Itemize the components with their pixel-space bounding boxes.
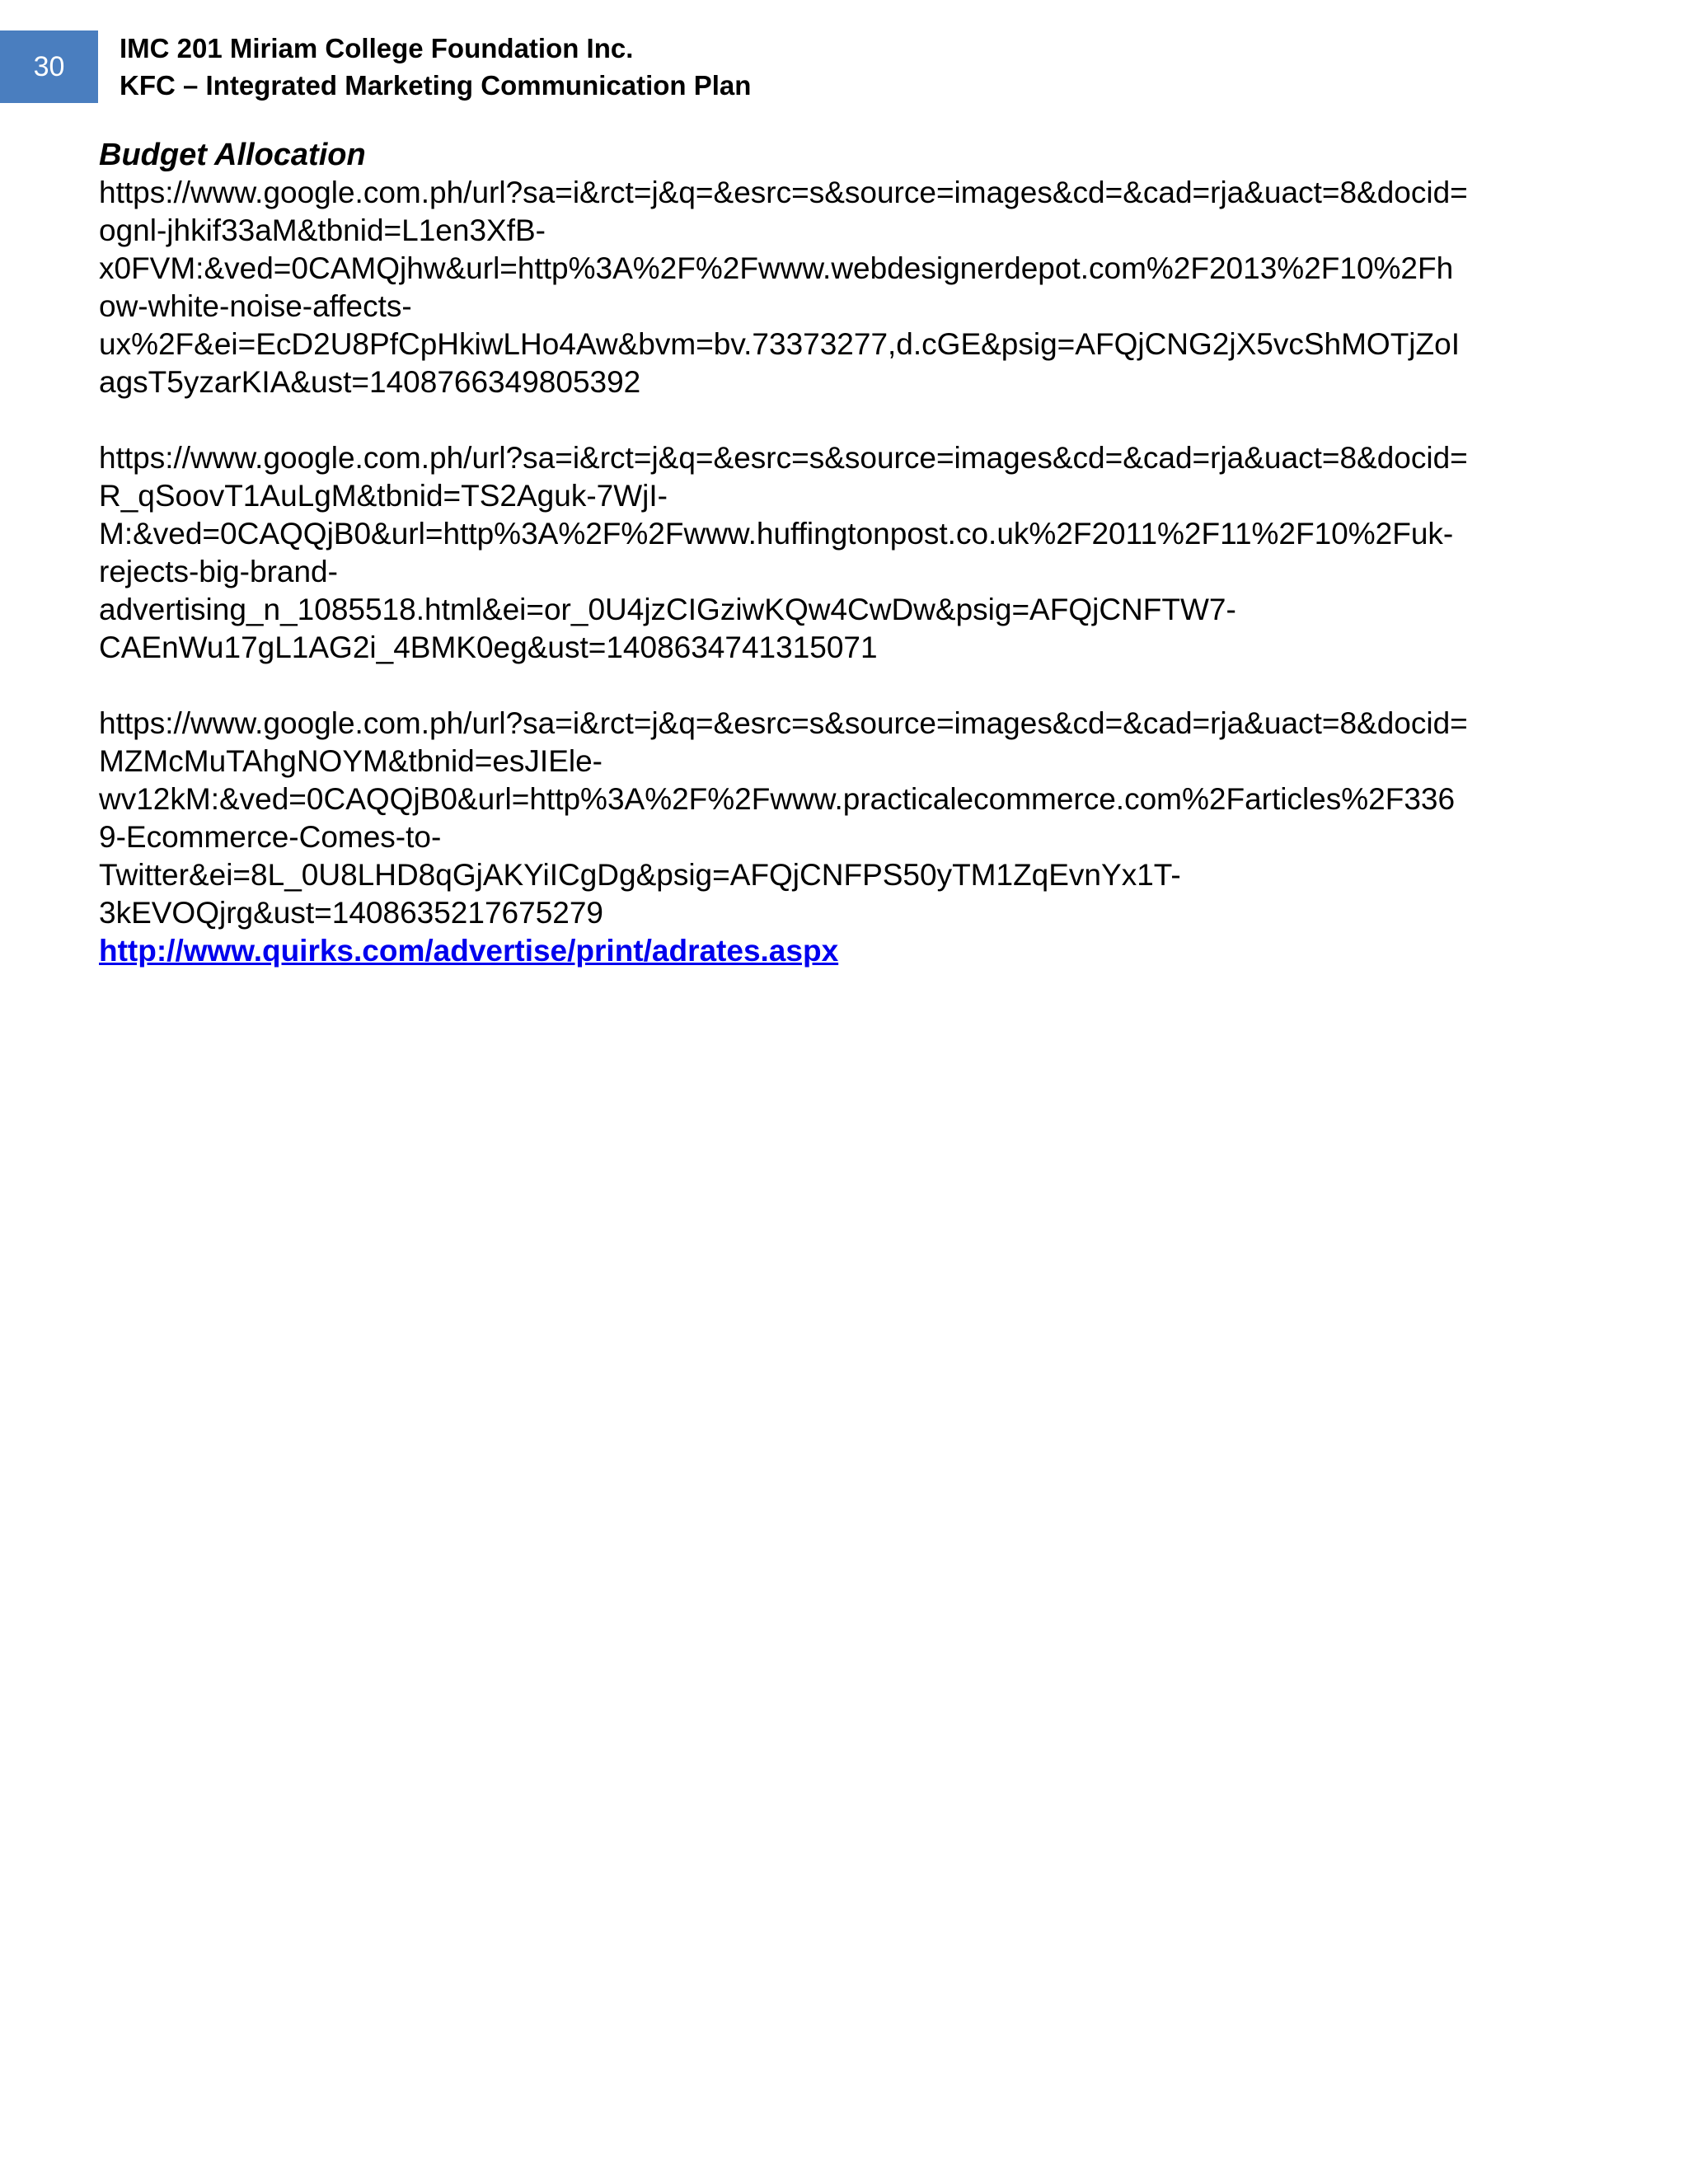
reference-line: rejects-big-brand- [99, 555, 338, 588]
page-header [120, 30, 751, 104]
reference-line: ognl-jhkif33aM&tbnid=L1en3XfB- [99, 213, 546, 247]
page-number: 30 [33, 51, 65, 82]
reference-line: x0FVM:&ved=0CAMQjhw&url=http%3A%2F%2Fwww.webdesignerdepot.com%2F2013%2F10%2Fh [99, 251, 1454, 285]
reference-line: 3kEVOQjrg&ust=1408635217675279 [99, 896, 603, 930]
reference-line: agsT5yzarKIA&ust=1408766349805392 [99, 365, 641, 399]
reference-line: advertising_n_1085518.html&ei=or_0U4jzCIGziwKQw4CwDw&psig=AFQjCNFTW7- [99, 593, 1236, 626]
reference-line: ux%2F&ei=EcD2U8PfCpHkiwLHo4Aw&bvm=bv.73373277,d.cGE&psig=AFQjCNG2jX5vcShMOTjZoI [99, 327, 1460, 361]
reference-line: CAEnWu17gL1AG2i_4BMK0eg&ust=1408634741315071 [99, 630, 878, 664]
reference-3 [99, 705, 1582, 932]
header-course-line: IMC 201 Miriam College Foundation Inc. [120, 33, 634, 63]
paragraph-gap [99, 401, 1582, 439]
reference-line: https://www.google.com.ph/url?sa=i&rct=j&q=&esrc=s&source=images&cd=&cad=rja&uact=8&docid= [99, 706, 1468, 740]
reference-line: https://www.google.com.ph/url?sa=i&rct=j&q=&esrc=s&source=images&cd=&cad=rja&uact=8&docid= [99, 176, 1468, 209]
reference-line: wv12kM:&ved=0CAQQjB0&url=http%3A%2F%2Fwww.practicalecommerce.com%2Farticles%2F336 [99, 782, 1456, 816]
reference-line: MZMcMuTAhgNOYM&tbnid=esJIEle- [99, 744, 603, 778]
reference-line: https://www.google.com.ph/url?sa=i&rct=j&q=&esrc=s&source=images&cd=&cad=rja&uact=8&docid= [99, 441, 1468, 475]
section-title: Budget Allocation [99, 138, 366, 172]
reference-line: R_qSoovT1AuLgM&tbnid=TS2Aguk-7WjI- [99, 479, 668, 513]
page-number-badge [0, 30, 98, 103]
reference-2 [99, 439, 1582, 667]
document-body [99, 136, 1582, 970]
reference-line: ow-white-noise-affects- [99, 289, 412, 323]
reference-line: M:&ved=0CAQQjB0&url=http%3A%2F%2Fwww.huffingtonpost.co.uk%2F2011%2F11%2F10%2Fuk- [99, 517, 1454, 551]
header-plan-line: KFC – Integrated Marketing Communication Plan [120, 70, 752, 101]
reference-line: 9-Ecommerce-Comes-to- [99, 820, 442, 854]
reference-1 [99, 174, 1582, 401]
paragraph-gap [99, 667, 1582, 705]
quirks-adrates-link[interactable]: http://www.quirks.com/advertise/print/adrates.aspx [99, 934, 839, 968]
reference-line: Twitter&ei=8L_0U8LHD8qGjAKYiICgDg&psig=AFQjCNFPS50yTM1ZqEvnYx1T- [99, 858, 1181, 892]
